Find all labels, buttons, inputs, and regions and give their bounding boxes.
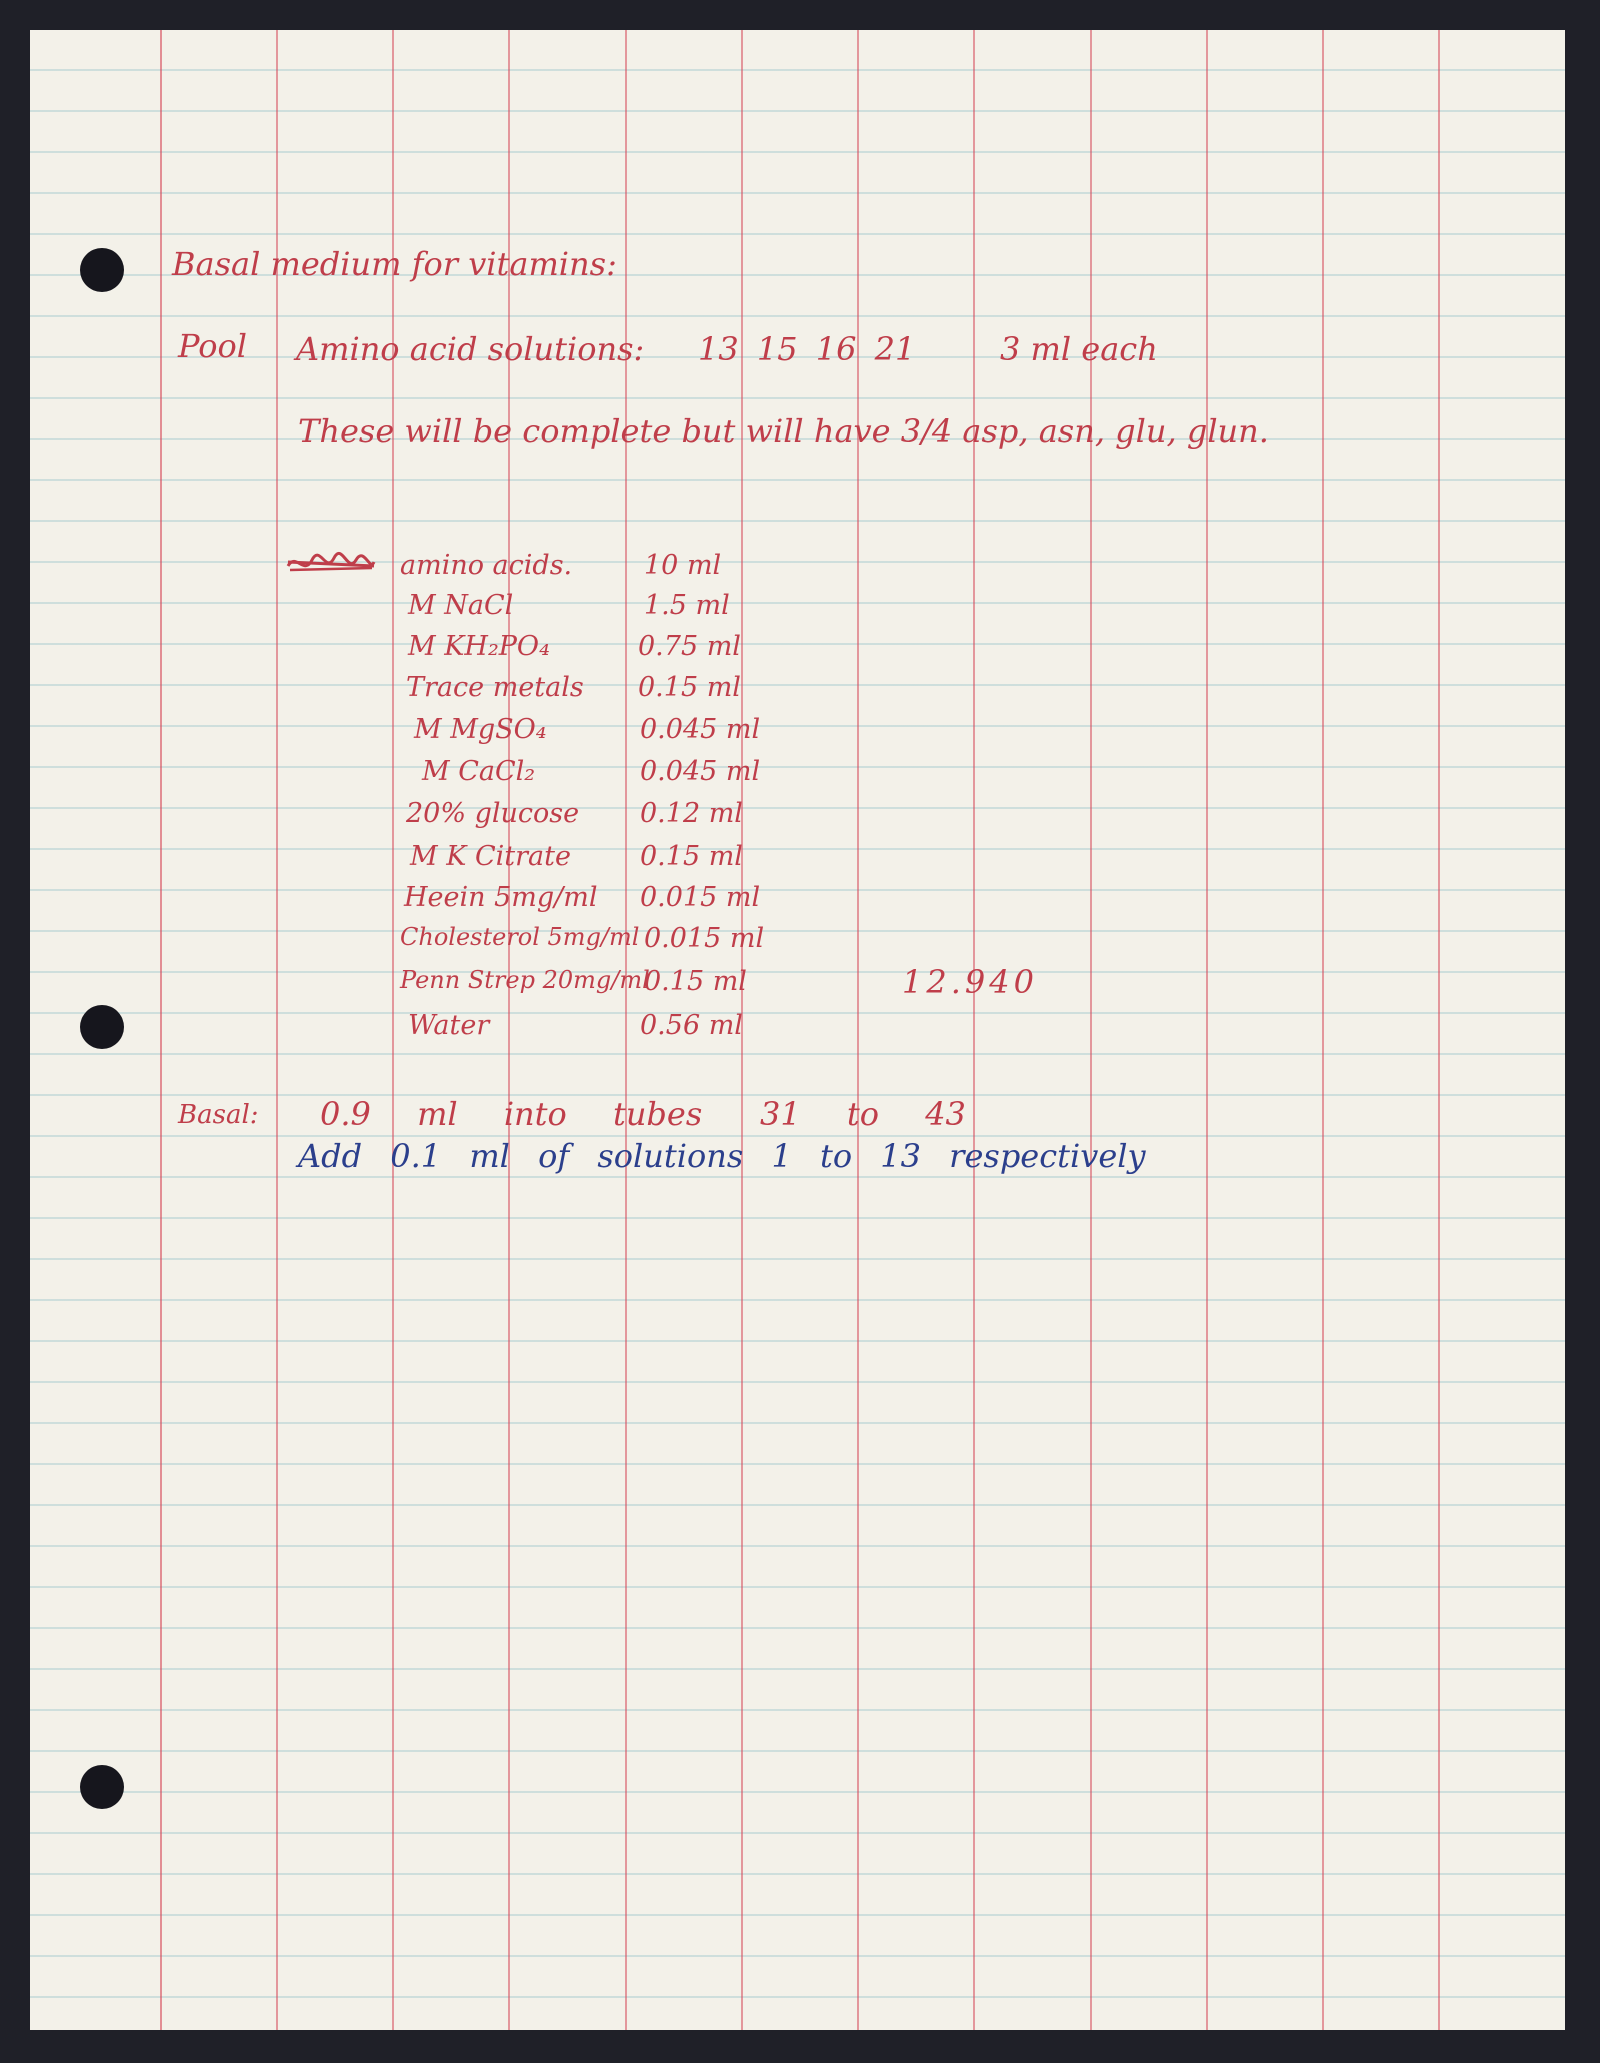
recipe-item-name: M K Citrate [410,841,571,872]
recipe-item-amount: 0.75 ml [638,631,741,662]
heading: Basal medium for vitamins: [172,245,617,283]
pool-text: Amino acid solutions: [296,330,645,368]
pool-amount: 3 ml each [1000,330,1158,368]
recipe-item-amount: 0.015 ml [644,923,765,954]
recipe-item-name: Water [408,1010,490,1041]
recipe-item-amount: 10 ml [644,550,722,581]
vertical-rule [276,30,278,2030]
basal-label: Basal: [178,1100,259,1130]
recipe-item-name: Penn Strep 20mg/ml [400,966,650,994]
recipe-item-amount: 0.56 ml [640,1010,743,1041]
instruction-line: Add 0.1 ml of solutions 1 to 13 respectively [298,1137,1146,1175]
total-value: 12.940 [902,963,1038,1001]
recipe-item-amount: 0.15 ml [644,966,747,997]
binder-hole [80,1765,124,1809]
crossed-out-word [286,548,376,578]
vertical-rule [1322,30,1324,2030]
pool-label: Pool [178,327,247,365]
recipe-item-amount: 1.5 ml [644,590,730,621]
recipe-item-amount: 0.15 ml [640,841,743,872]
recipe-item-name: Trace metals [406,672,584,703]
recipe-item-name: amino acids. [400,550,573,581]
notebook-page [30,30,1565,2030]
basal-text: 0.9 ml into tubes [320,1095,703,1133]
recipe-item-name: Heein 5mg/ml [404,882,598,913]
recipe-item-name: M CaCl₂ [422,756,536,787]
binder-hole [80,1005,124,1049]
recipe-item-amount: 0.045 ml [640,756,761,787]
vertical-rule [1206,30,1208,2030]
recipe-item-name: M KH₂PO₄ [408,631,550,662]
recipe-item-name: 20% glucose [406,798,580,829]
recipe-item-name: Cholesterol 5mg/ml [400,923,640,951]
recipe-item-amount: 0.15 ml [638,672,741,703]
recipe-item-amount: 0.12 ml [640,798,743,829]
note-line: These will be complete but will have 3/4 asp, asn, glu, glun. [298,412,1269,450]
vertical-rule [973,30,975,2030]
recipe-item-amount: 0.015 ml [640,882,761,913]
recipe-item-name: M NaCl [408,590,514,621]
basal-range: 31 to 43 [760,1095,966,1133]
recipe-item-name: M MgSO₄ [414,714,547,745]
recipe-item-amount: 0.045 ml [640,714,761,745]
binder-hole [80,248,124,292]
pool-numbers: 13 15 16 21 [698,330,916,368]
vertical-rule [1438,30,1440,2030]
